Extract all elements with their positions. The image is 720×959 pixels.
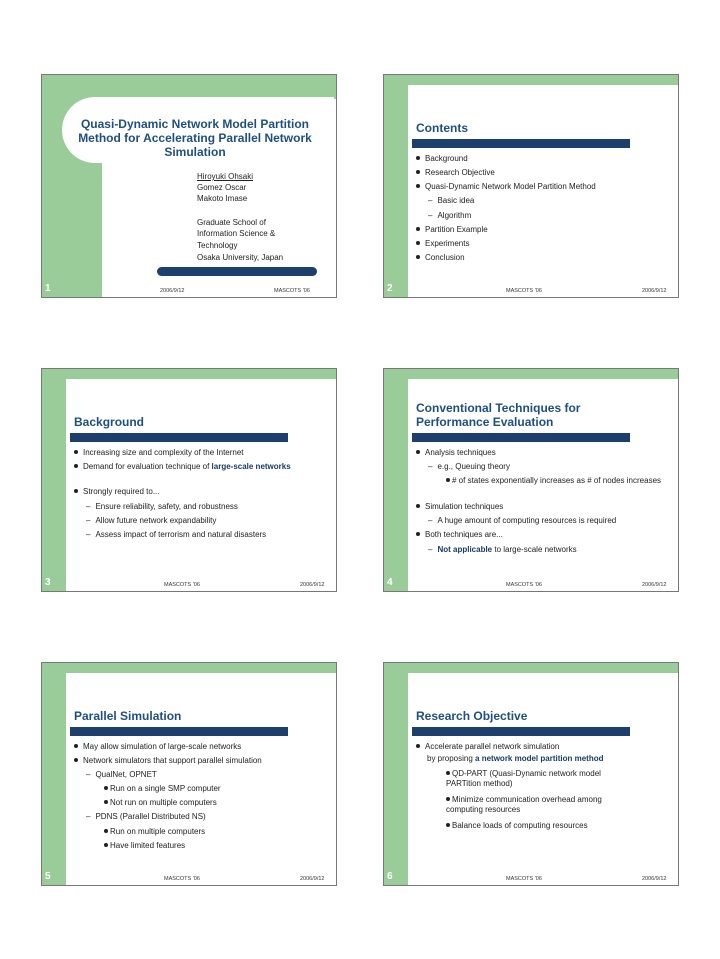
sub-sub-bullet-item: Balance loads of computing resources [446,821,588,831]
bullet-item: Demand for evaluation technique of large-scale networks [74,462,304,472]
sub-bullet-item: – Basic idea [428,196,475,205]
author-name: Gomez Oscar [197,183,247,192]
slide-date: 2006/9/12 [642,582,667,588]
slide-5 [41,662,337,886]
slide-date: 2006/9/12 [160,288,185,294]
slide-venue: MASCOTS '06 [506,876,542,882]
slide-title: Conventional Techniques for Performance Evaluation [416,401,581,429]
sub-bullet-item: – Assess impact of terrorism and natural disasters [86,530,267,539]
slide-decoration [384,369,408,591]
sub-sub-bullet-item: Minimize communication overhead among computing resources [446,795,602,814]
bullet-item: Strongly required to... [74,487,159,497]
sub-bullet-item: – A huge amount of computing resources is required [428,516,617,525]
slide-title: Quasi-Dynamic Network Model Partition Method for Accelerating Parallel Network Simulation [78,117,312,159]
affiliation-line: Information Science & [197,229,276,238]
slide-decoration [66,663,336,673]
title-rule [412,433,630,442]
bullet-item: Conclusion [416,253,465,263]
slide-decoration [408,369,678,379]
sub-bullet-item: – e.g., Queuing theory [428,462,510,471]
sub-sub-bullet-item: Run on multiple computers [104,827,205,837]
sub-bullet-item: – Not applicable to large-scale networks [428,545,577,554]
bullet-item: Network simulators that support parallel simulation [74,756,262,766]
slide-decoration [66,369,336,379]
title-rule [412,727,630,736]
slide-1 [41,74,337,298]
slide-title: Contents [416,121,468,135]
slide-venue: MASCOTS '06 [274,288,310,294]
sub-sub-bullet-item: Have limited features [104,841,185,851]
slide-venue: MASCOTS '06 [164,876,200,882]
slide-2 [383,74,679,298]
slide-date: 2006/9/12 [642,288,667,294]
slide-decoration [102,75,336,99]
slide-venue: MASCOTS '06 [164,582,200,588]
slide-number: 1 [45,283,51,294]
title-rule [412,139,630,148]
slide-3 [41,368,337,592]
slide-decoration [408,663,678,673]
sub-sub-bullet-item: # of states exponentially increases as # of nodes increases [446,476,674,486]
bullet-item: Accelerate parallel network simulation [416,742,559,752]
bullet-item: Increasing size and complexity of the Internet [74,448,244,458]
bullet-item: May allow simulation of large-scale networks [74,742,241,752]
slide-venue: MASCOTS '06 [506,582,542,588]
sub-bullet-item: – Ensure reliability, safety, and robustness [86,502,238,511]
sub-bullet-item: – QualNet, OPNET [86,770,157,779]
slide-number: 4 [387,577,393,588]
affiliation-line: Technology [197,241,238,250]
sub-sub-bullet-item: Not run on multiple computers [104,798,217,808]
bullet-item: Both techniques are... [416,530,503,540]
affiliation-line: Osaka University, Japan [197,253,284,262]
affiliation-line: Graduate School of [197,218,266,227]
slide-4 [383,368,679,592]
slide-title: Background [74,415,145,429]
sub-bullet-item: – Algorithm [428,211,472,220]
slide-decoration [42,663,66,885]
bullet-continuation: by proposing a network model partition method [427,754,604,763]
title-rule [157,267,317,276]
slide-number: 3 [45,577,51,588]
slide-date: 2006/9/12 [300,582,325,588]
title-rule [70,727,288,736]
sub-sub-bullet-item: QD-PART (Quasi-Dynamic network model PARTition method) [446,769,601,788]
slide-number: 2 [387,283,393,294]
slide-decoration [408,75,678,85]
sub-bullet-item: – PDNS (Parallel Distributed NS) [86,812,206,821]
bullet-item: Research Objective [416,168,495,178]
slide-number: 5 [45,871,51,882]
sub-bullet-item: – Allow future network expandability [86,516,217,525]
bullet-item: Analysis techniques [416,448,496,458]
slide-title: Parallel Simulation [74,709,182,723]
slide-date: 2006/9/12 [300,876,325,882]
slide-decoration [384,75,408,297]
slide-decoration [384,663,408,885]
slide-decoration [42,369,66,591]
slide-venue: MASCOTS '06 [506,288,542,294]
bullet-item: Simulation techniques [416,502,503,512]
sub-sub-bullet-item: Run on a single SMP computer [104,784,221,794]
author-link[interactable]: Hiroyuki Ohsaki [197,172,254,181]
slide-title: Research Objective [416,709,528,723]
author-name: Makoto Imase [197,194,248,203]
bullet-item: Partition Example [416,225,488,235]
slide-number: 6 [387,871,393,882]
title-rule [70,433,288,442]
slide-6 [383,662,679,886]
bullet-item: Background [416,154,468,164]
slide-date: 2006/9/12 [642,876,667,882]
bullet-item: Experiments [416,239,469,249]
bullet-item: Quasi-Dynamic Network Model Partition Method [416,182,596,192]
